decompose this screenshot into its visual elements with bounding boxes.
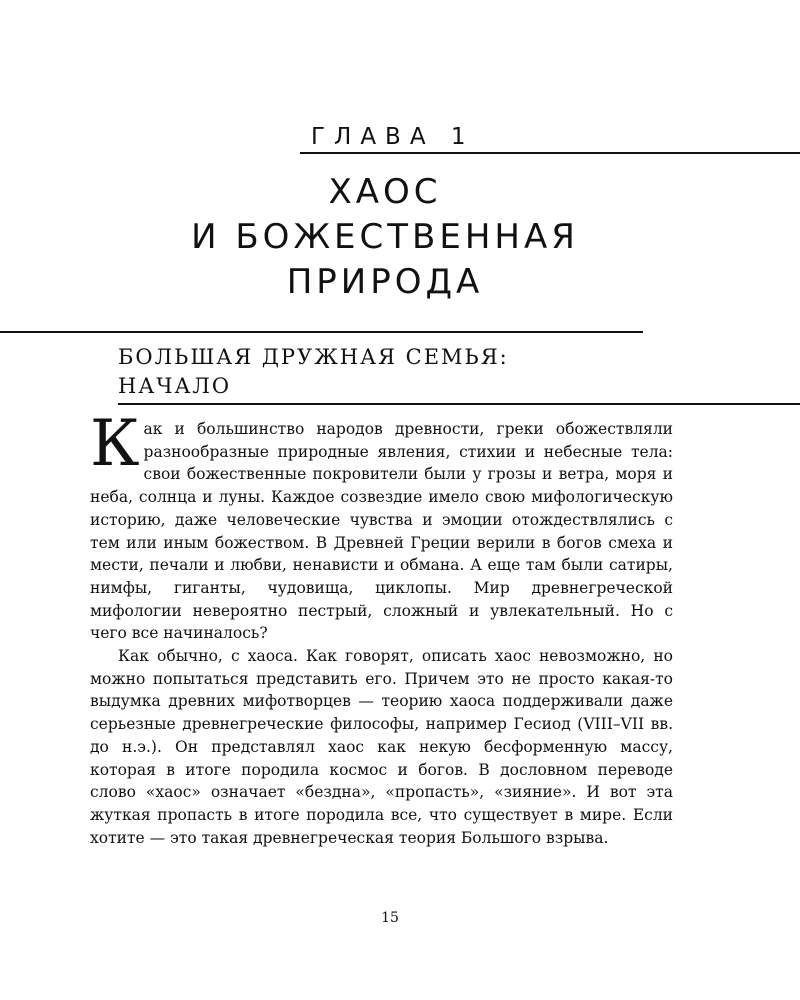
chapter-title-line: ХАОС [328,172,442,212]
drop-cap: К [90,407,140,481]
chapter-title [160,170,610,305]
chapter-label: ГЛАВА 1 [311,124,475,150]
body-text [90,407,673,849]
paragraph-text: ак и большинство народов древности, греки обожествляли разнообразные природные явления, стихии и небесные тела: свои божественные покровители были у грозы и ветра, моря и неба, солнца и луны. Каждое созвездие имело свою мифологическую историю, даже человеческие чувства и эмоции отождествлялись с тем или иным божеством. В Древней Греции верили в богов смеха и мести, печали и любви, ненависти и обмана. А еще там были сатиры, нимфы, гиганты, чудовища, циклопы. Мир древнегреческой мифологии невероятно пестрый, сложный и увлекательный. Но с чего все начиналось? [90,420,673,643]
chapter-divider [300,152,800,154]
paragraph: Как обычно, с хаоса. Как говорят, описать хаос невозможно, но можно попытаться представить его. Причем это не просто какая-то выдумка древних мифотворцев — теорию хаоса поддерживали даже серьезные древнегреческие философы, например Гесиод (VIII–VII вв. до н.э.). Он представлял хаос как некую бесформенную массу, которая в итоге породила космос и богов. В дословном переводе слово «хаос» означает «бездна», «пропасть», «зияние». И вот эта жуткая пропасть в итоге породила все, что существует в мире. Если хотите — это такая древнегреческая теория Большого взрыва. [90,647,673,847]
section-title [118,343,509,401]
chapter-title-line: ПРИРОДА [286,262,484,302]
page-number: 15 [381,910,399,926]
paragraph [90,407,673,645]
chapter-title-line: И БОЖЕСТВЕННАЯ [191,217,579,257]
section-title-line: БОЛЬШАЯ ДРУЖНАЯ СЕМЬЯ: [118,345,509,369]
section-divider-top [0,331,643,333]
section-title-line: НАЧАЛО [118,374,232,398]
section-divider-bottom [118,403,800,405]
